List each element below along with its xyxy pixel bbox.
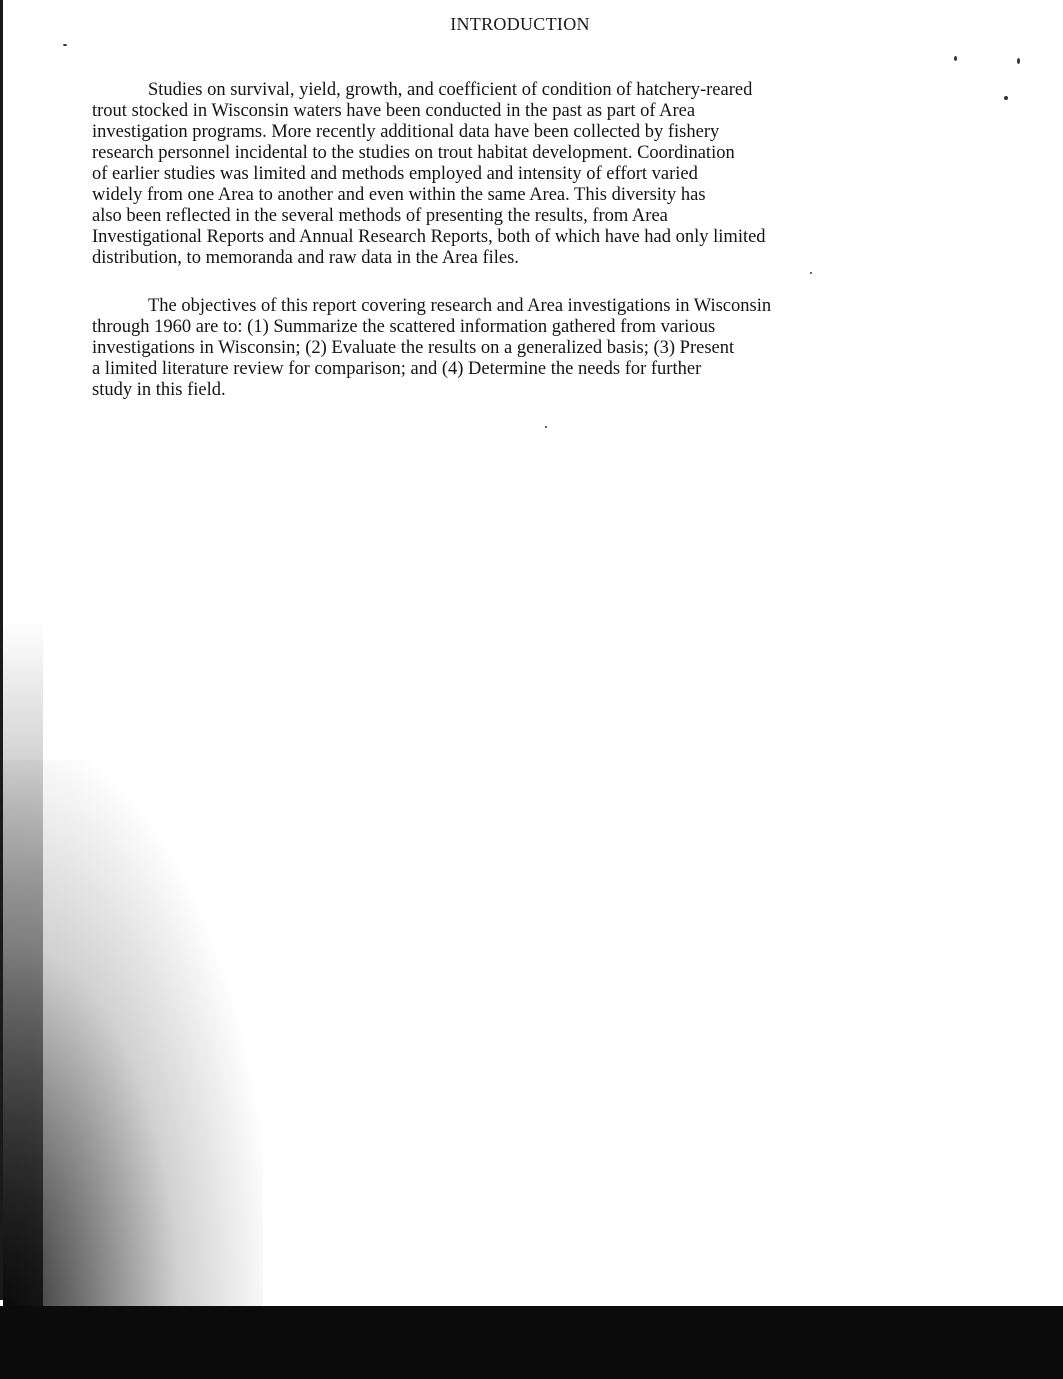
paragraph-line: a limited literature review for comparison; and (4) Determine the needs for further [92, 359, 702, 379]
scan-speck [545, 426, 547, 428]
scan-speck [63, 44, 67, 46]
paragraph-line: research personnel incidental to the studies on trout habitat development. Coordination [92, 143, 735, 163]
paragraph-line: trout stocked in Wisconsin waters have been conducted in the past as part of Area [92, 101, 696, 121]
paragraph-line: of earlier studies was limited and methods employed and intensity of effort varied [92, 164, 698, 184]
paragraph-line: through 1960 are to: (1) Summarize the scattered information gathered from various [92, 317, 716, 337]
paragraph-line: Investigational Reports and Annual Research Reports, both of which have had only limited [92, 227, 766, 247]
paragraph-1 [92, 80, 960, 269]
paragraph-line: investigation programs. More recently additional data have been collected by fishery [92, 122, 720, 142]
scan-bottom-band [0, 1306, 1063, 1379]
scan-speck [810, 272, 812, 274]
paragraph-line: The objectives of this report covering research and Area investigations in Wisconsin [148, 296, 772, 316]
scan-speck [954, 56, 957, 61]
paragraph-line: study in this field. [92, 380, 226, 400]
scan-shadow [3, 760, 263, 1320]
paragraph-2 [92, 296, 960, 401]
paragraph-line: also been reflected in the several methods of presenting the results, from Area [92, 206, 668, 226]
paragraph-line: distribution, to memoranda and raw data in the Area files. [92, 248, 519, 268]
paragraph-line: widely from one Area to another and even within the same Area. This diversity has [92, 185, 706, 205]
page-title: INTRODUCTION [450, 14, 590, 34]
scan-speck [1017, 58, 1020, 64]
paragraph-line: investigations in Wisconsin; (2) Evaluate the results on a generalized basis; (3) Present [92, 338, 735, 358]
paragraph-line: Studies on survival, yield, growth, and coefficient of condition of hatchery-reared [148, 80, 753, 100]
scan-speck [1004, 96, 1008, 100]
